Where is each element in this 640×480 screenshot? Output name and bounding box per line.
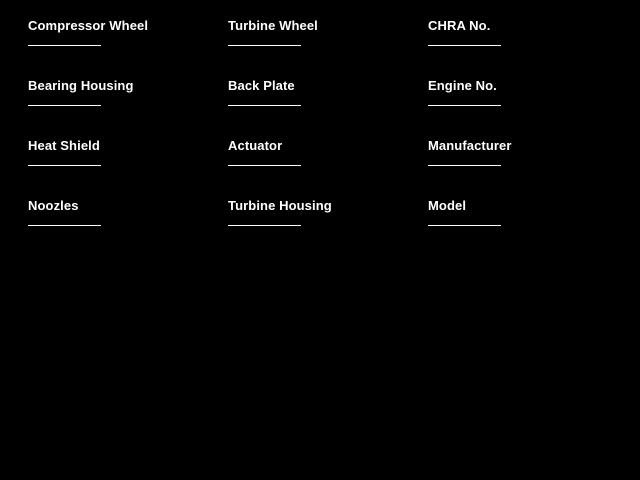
field-label: Turbine Wheel [228,18,318,33]
field-engine-no[interactable] [428,78,598,106]
field-underline[interactable] [28,105,101,106]
field-turbine-wheel[interactable] [228,18,398,46]
field-label: Back Plate [228,78,295,93]
field-underline[interactable] [428,165,501,166]
field-underline[interactable] [228,45,301,46]
field-label: Actuator [228,138,283,153]
field-label: Compressor Wheel [28,18,149,33]
field-chra-no[interactable] [428,18,598,46]
field-underline[interactable] [28,165,101,166]
field-underline[interactable] [228,165,301,166]
field-heat-shield[interactable] [28,138,198,166]
field-underline[interactable] [428,105,501,106]
field-underline[interactable] [228,105,301,106]
field-underline[interactable] [28,225,101,226]
field-underline[interactable] [28,45,101,46]
field-label: CHRA No. [428,18,491,33]
field-actuator[interactable] [228,138,398,166]
field-back-plate[interactable] [228,78,398,106]
field-underline[interactable] [228,225,301,226]
field-label: Heat Shield [28,138,100,153]
field-label: Noozles [28,198,79,213]
field-underline[interactable] [428,45,501,46]
field-label: Manufacturer [428,138,512,153]
field-model[interactable] [428,198,598,226]
field-label: Turbine Housing [228,198,332,213]
field-manufacturer[interactable] [428,138,598,166]
field-noozles[interactable] [28,198,198,226]
field-underline[interactable] [428,225,501,226]
field-label: Model [428,198,467,213]
field-label: Bearing Housing [28,78,134,93]
field-label: Engine No. [428,78,497,93]
field-bearing-housing[interactable] [28,78,198,106]
field-compressor-wheel[interactable] [28,18,198,46]
field-turbine-housing[interactable] [228,198,398,226]
